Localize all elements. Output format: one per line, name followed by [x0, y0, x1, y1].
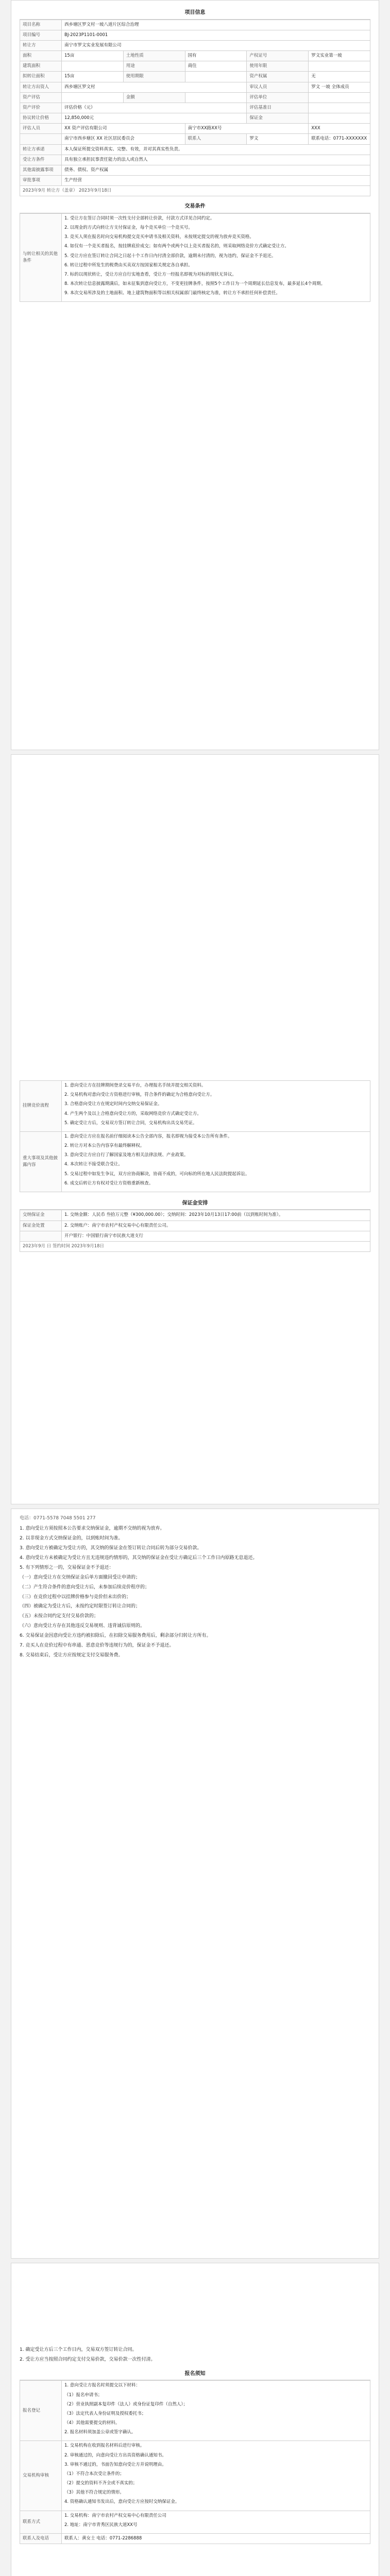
table-row: 挂牌竞价流程 1. 意向受让方在挂牌期间登录交易平台，办理报名手续并提交相关资料。 2. 交易机构对意向受让方资格进行审核，符合条件的确定为合格意向受让方。 3. 合格意向受让方在规定时间内交纳交易保证金。 4. 产生两个及以上合格意向受让方的，采取网络竞价方式确定受让方。 5. 确定受让方后，交易双方签订转让合同，交易机构出具交易凭证。 — [20, 1081, 370, 1132]
deposit-rules-list — [20, 1526, 370, 1659]
list-item: 4. 产生两个及以上合格意向受让方的，采取网络竞价方式确定受让方。 — [64, 1111, 201, 1116]
table-row: 转让方出资人 西乡塘区罗文村 审议人员 罗文 一坡 全体成员 — [20, 82, 370, 92]
list-item: （3）法定代表人身份证明及授权委托书； — [64, 2411, 146, 2416]
table-row: 保证金处置 2. 交纳账户：南宁市农村产权交易中心有限责任公司。 — [20, 1221, 370, 1231]
list-item: 5. 交易过程中如发生争议，双方应协商解决，协商不成的，可向标的所在地人民法院提起诉讼。 — [64, 1171, 250, 1177]
list-item: 2. 地址：南宁市青秀区民族大道XX号 — [64, 2522, 138, 2528]
table-row: 项目名称 西乡塘区罗文村一坡八道片区综合治理 — [20, 20, 370, 30]
list-item: 2. 审核通过的，向意向受让方出具资格确认通知书。 — [64, 2452, 166, 2458]
list-item: （1）报名申请书； — [64, 2392, 103, 2398]
list-item: （六）意向受让方存在其他违反交易规则、违背诚信原则的。 — [20, 1623, 145, 1629]
list-item: 1. 确定受让方后三个工作日内，交易双方签订转让合同。 — [20, 2347, 137, 2352]
project-info-table — [20, 20, 370, 197]
table-row: 2023年9月 日 签约时间 2023年9月18日 — [20, 1241, 370, 1251]
list-item: 7. 标的以现状转让，受让方应自行实地查看，受让方一经报名即视为对标的现状无异议。 — [64, 272, 236, 277]
list-item: 1. 意向受让方在挂牌期间登录交易平台，办理报名手续并提交相关资料。 — [64, 1083, 206, 1088]
list-item: 1. 意向受让方应在报名前仔细阅读本公告全部内容，报名即视为接受本公告所有条件。 — [64, 1133, 232, 1139]
list-item: 4. 意向受让方未被确定为受让方且无违规违约情形的，其交纳的保证金在受让方确定后三个工作日内原路无息退还。 — [20, 1555, 258, 1561]
list-item: 6. 交易保证金因意向受让方违约被扣除后，在扣除交易服务费用后，剩余部分归转让方所有。 — [20, 1633, 211, 1639]
table-row: 南宁市西乡塘区 XX 社区居民委员会 联系人 罗文 联系电话：0771-XXXXXXX — [20, 134, 370, 144]
section-title-conditions: 交易条件 — [20, 200, 370, 213]
list-item: 2. 转让方对本公告内容享有最终解释权。 — [64, 1143, 145, 1149]
list-item: 1. 意向受让方报名时须提交以下材料： — [64, 2383, 140, 2388]
list-item: 5. 受让方应在签订转让合同之日起十个工作日内付清全部价款，逾期未付清的，视为违约，保证金不予退还。 — [64, 253, 276, 259]
section-title-deposit: 保证金安排 — [20, 1197, 370, 1210]
table-row: 评估人员 XX 资产评估有限公司 南宁市XX路XX号 XXX — [20, 124, 370, 134]
page-4 — [11, 2263, 379, 2576]
list-item: 6. 成交后转让方有权对受让方资格重新核查。 — [64, 1180, 154, 1186]
table-row: 联系方式 1. 交易机构：南宁市农村产权交易中心有限责任公司 2. 地址：南宁市青秀区民族大道XX号 — [20, 2511, 370, 2533]
list-item: 2. 报名材料须加盖公章或签字确认。 — [64, 2430, 136, 2435]
table-row: 交纳保证金 1. 交纳金额：人民币 叁拾万元整（¥300,000.00）；交纳时间：2023年10月13日17:00前（以到账时间为准）。 — [20, 1210, 370, 1221]
list-item: 6. 转让过程中所发生的税费由买卖双方按国家相关规定各自承担。 — [64, 262, 193, 268]
section-title-registration: 报名须知 — [20, 2368, 370, 2381]
table-row: 报名登记 1. 意向受让方报名时须提交以下材料： （1）报名申请书； （2）营业执照副本复印件（法人）或身份证复印件（自然人）； （3）法定代表人身份证明及授权委托书； （4）其他需要提交的材料。 2. 报名材料须加盖公章或签字确认。 — [20, 2381, 370, 2441]
list-item: （四）被确定为受让方后，未按约定时限签订转让合同的； — [20, 1604, 141, 1609]
list-item: 3. 审核不通过的，书面告知意向受让方并说明理由。 — [64, 2462, 166, 2467]
conditions-list — [62, 213, 370, 302]
list-item: （二）产生符合条件的意向受让方后，未参加后续竞价程序的； — [20, 1584, 150, 1590]
table-row: 面积 15亩 土地性质 国有 产权证号 罗文实业第一坡 — [20, 51, 370, 61]
list-item: 2. 交易机构对意向受让方资格进行审核，符合条件的确定为合格意向受让方。 — [64, 1092, 215, 1098]
table-row: 转让方承诺 本人保证所提交资料真实、完整、有效，并对其真实性负责。 — [20, 144, 370, 155]
table-row: 项目编号 BJ-2023P1101-0001 — [20, 30, 370, 40]
list-item: 5. 确定受让方后，交易双方签订转让合同，交易机构出具交易凭证。 — [64, 1120, 197, 1126]
table-row: 开户银行：中国银行南宁市民族大道支行 — [20, 1231, 370, 1241]
table-row: 与转让相关的其他条件 1. 受让方在签订合同时须一次性支付全部转让价款，付款方式详见合同约定。 2. 以现金的方式向转让方支付保证金，每个竞买单位一个竞买号。 3. 竞买人须在报名时向交易机构提交竞买申请书及相关资料，未按规定提交的视为放弃竞买资格。 4. 如仅有一个竞买者报名，按挂牌底价成交；如有两个或两个以上竞买者报名的，则采取网络竞价方式确定受让方。 5. 受让方应在签订转让合同之日起十个工作日内付清全部价款，逾期未付清的，视为违约，保证金不予退还。 6. 转让过程中所发生的税费由买卖双方按国家相关规定各自承担。 7. 标的以现状转让，受让方应自行实地查看，受让方一经报名即视为对标的现状无异议。 8. 本次转让信息披露期满后，如未征集到意向受让方，不变更挂牌条件，按照5个工作日为一个周期延长信息发布，最多延长4个周期。 9. 本次交易所涉及的土地面积、地上建筑物面积等以相关权属部门最终核定为准，转让方不承担任何补偿责任。 — [20, 213, 370, 302]
conditions-table — [20, 213, 370, 302]
table-row: 建筑面积 用途 商住 使用年限 — [20, 61, 370, 72]
list-item: 9. 本次交易所涉及的土地面积、地上建筑物面积等以相关权属部门最终核定为准，转让方不承担任何补偿责任。 — [64, 291, 280, 296]
list-item: （4）其他需要提交的材料。 — [64, 2420, 120, 2426]
list-item: 1. 意向受让方须按照本公告要求交纳保证金，逾期不交纳的视为放弃。 — [20, 1526, 165, 1531]
table-row: 转让方 南宁市罗文实业发展有限公司 — [20, 40, 370, 50]
list-item: 3. 意向受让方应自行了解国家及地方相关法律法规、产业政策。 — [64, 1153, 189, 1158]
list-item: 3. 意向受让方被确定为受让方的，其交纳的保证金在签订转让合同后转为部分交易价款。 — [20, 1545, 202, 1551]
list-item: 7. 竞买人在竞价过程中有串通、恶意竞价等违规行为的，保证金不予退还。 — [20, 1643, 174, 1649]
list-item: （2）提交的资料不齐全或不真实的； — [64, 2481, 138, 2486]
list-item: （2）营业执照副本复印件（法人）或身份证复印件（自然人）； — [64, 2401, 188, 2407]
list-item: 4. 本次转让不接受联合受让。 — [64, 1162, 123, 1167]
list-item: 1. 受让方在签订合同时须一次性支付全部转让价款，付款方式详见合同约定。 — [64, 215, 215, 221]
list-item: 1. 交易机构在收到报名材料后进行审核。 — [64, 2443, 145, 2449]
section-title-project-info: 项目信息 — [20, 7, 370, 20]
list-item: （一）意向受让方在交纳保证金后单方面撤回受让申请的； — [20, 1574, 141, 1580]
list-item: 4. 资格确认通知书发出后，意向受让方应按时交纳保证金。 — [64, 2499, 180, 2505]
list-item: （三）在竞价过程中以挂牌价格参与竞价但未出价的； — [20, 1594, 131, 1600]
list-item: 2. 以现金的方式向转让方支付保证金，每个竞买单位一个竞买号。 — [64, 225, 193, 231]
list-item: 2. 受让方应当按照合同约定支付交易价款，交易价款一次性付清。 — [20, 2357, 156, 2362]
table-row: 交易机构审核 1. 交易机构在收到报名材料后进行审核。 2. 审核通过的，向意向受让方出具资格确认通知书。 3. 审核不通过的，书面告知意向受让方并说明理由。 （1）不符合本次受让条件的； （2）提交的资料不齐全或不真实的； （3）其他不符合规定的情形。 4. 资格确认通知书发出后，意向受让方应按时交纳保证金。 — [20, 2441, 370, 2511]
contract-notes — [20, 2347, 370, 2364]
page-1 — [11, 0, 379, 750]
list-item: 1. 交易机构：南宁市农村产权交易中心有限责任公司 — [64, 2513, 166, 2518]
table-row: 协议转让价格 12,850,000元 保证金 — [20, 113, 370, 124]
list-item: 3. 合格意向受让方在规定时间内交纳交易保证金。 — [64, 1101, 162, 1107]
list-item: （五）未按合同约定支付交易价款的； — [20, 1614, 99, 1619]
list-item: （1）不符合本次受让条件的； — [64, 2471, 124, 2477]
list-item: （3）其他不符合规定的情形。 — [64, 2490, 124, 2496]
table-row: 2023年9月 转让方（盖章） 2023年9月18日 — [20, 186, 370, 196]
page-3 — [11, 1509, 379, 2259]
deposit-table — [20, 1210, 370, 1252]
registration-table — [20, 2380, 370, 2544]
page-2 — [11, 754, 379, 1504]
table-row: 审批事项 生产经营 — [20, 176, 370, 186]
list-item: 2. 以非现金方式交纳保证金的，以到账时间为准。 — [20, 1535, 123, 1541]
list-item: 4. 如仅有一个竞买者报名，按挂牌底价成交；如有两个或两个以上竞买者报名的，则采取网络竞价方式确定受让方。 — [64, 244, 289, 249]
trade-process-table — [20, 1080, 370, 1192]
table-row: 资产评估 金额 评估单位 — [20, 92, 370, 103]
phone-line: 电话：0771-5578 7048 5501 277 — [20, 1516, 96, 1521]
list-item: 5. 有下列情形之一的，交易保证金不予退还： — [20, 1565, 114, 1570]
table-row: 联系人及电话 联系人：黄女士 电话：0771-2286888 — [20, 2533, 370, 2544]
list-item: 8. 本次转让信息披露期满后，如未征集到意向受让方，不变更挂牌条件，按照5个工作日为一个周期延长信息发布，最多延长4个周期。 — [64, 281, 326, 287]
table-row: 重大事项及其他披露内容 1. 意向受让方应在报名前仔细阅读本公告全部内容，报名即视为接受本公告所有条件。 2. 转让方对本公告内容享有最终解释权。 3. 意向受让方应自行了解国家及地方相关法律法规、产业政策。 4. 本次转让不接受联合受让。 5. 交易过程中如发生争议，双方应协商解决，协商不成的，可向标的所在地人民法院提起诉讼。 6. 成交后转让方有权对受让方资格重新核查。 — [20, 1131, 370, 1192]
table-row: 其他需披露事项 债务、债权、资产权属 — [20, 165, 370, 175]
table-row: 资产评价 评估价格（元） 评估基准日 — [20, 103, 370, 113]
table-row: 受让方条件 具有独立承担民事责任能力的法人或自然人 — [20, 155, 370, 165]
list-item: 8. 交易结束后，受让方应按规定支付交易服务费。 — [20, 1653, 123, 1658]
list-item: 3. 竞买人须在报名时向交易机构提交竞买申请书及相关资料，未按规定提交的视为放弃竞买资格。 — [64, 234, 254, 240]
table-row: 拟转让面积 15亩 使用期限 资产权属 无 — [20, 72, 370, 82]
